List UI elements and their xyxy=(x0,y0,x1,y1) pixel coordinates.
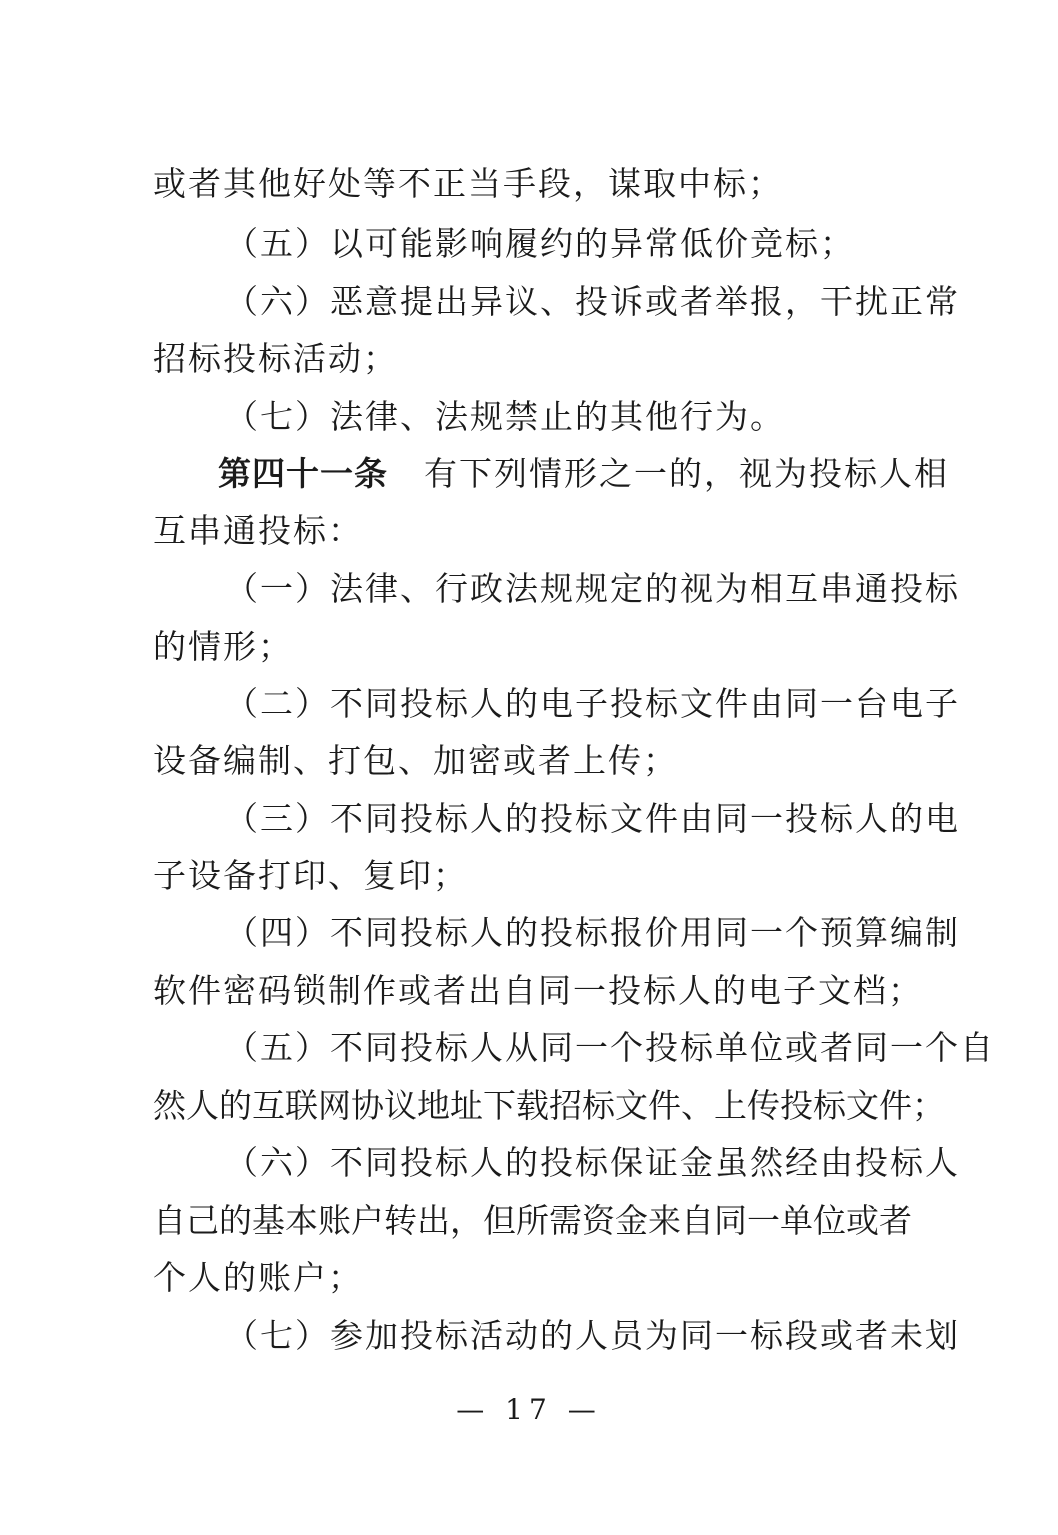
text-line: 自己的基本账户转出，但所需资金来自同一单位或者 xyxy=(153,1201,912,1240)
text-line: 子设备打印、复印； xyxy=(153,856,468,895)
article-heading: 第四十一条 xyxy=(218,454,388,493)
article-line xyxy=(218,454,949,494)
text-line: 设备编制、打包、加密或者上传； xyxy=(153,741,678,780)
text-line: （六）恶意提出异议、投诉或者举报，干扰正常 xyxy=(225,282,960,321)
text-line: （四）不同投标人的投标报价用同一个预算编制 xyxy=(225,913,960,952)
text-line: 然人的互联网协议地址下载招标文件、上传投标文件； xyxy=(153,1086,945,1125)
text-line: （五）以可能影响履约的异常低价竞标； xyxy=(225,224,855,263)
text-line: 的情形； xyxy=(153,627,293,666)
text-line: （二）不同投标人的电子投标文件由同一台电子 xyxy=(225,684,960,723)
text-line: （七）参加投标活动的人员为同一标段或者未划 xyxy=(225,1316,960,1355)
text-line: 有下列情形之一的，视为投标人相 xyxy=(424,454,949,493)
text-line: （三）不同投标人的投标文件由同一投标人的电 xyxy=(225,799,960,838)
text-line: （一）法律、行政法规规定的视为相互串通投标 xyxy=(225,569,960,608)
text-line: 招标投标活动； xyxy=(153,339,398,378)
text-line: 互串通投标： xyxy=(153,511,363,550)
text-line: 软件密码锁制作或者出自同一投标人的电子文档； xyxy=(153,971,923,1010)
text-line: （七）法律、法规禁止的其他行为。 xyxy=(225,397,785,436)
text-line: （五）不同投标人从同一个投标单位或者同一个自 xyxy=(225,1028,995,1067)
text-line: 或者其他好处等不正当手段，谋取中标； xyxy=(153,164,783,203)
text-line: 个人的账户； xyxy=(153,1258,363,1297)
text-line: （六）不同投标人的投标保证金虽然经由投标人 xyxy=(225,1143,960,1182)
page-number: — 17 — xyxy=(456,1393,602,1426)
